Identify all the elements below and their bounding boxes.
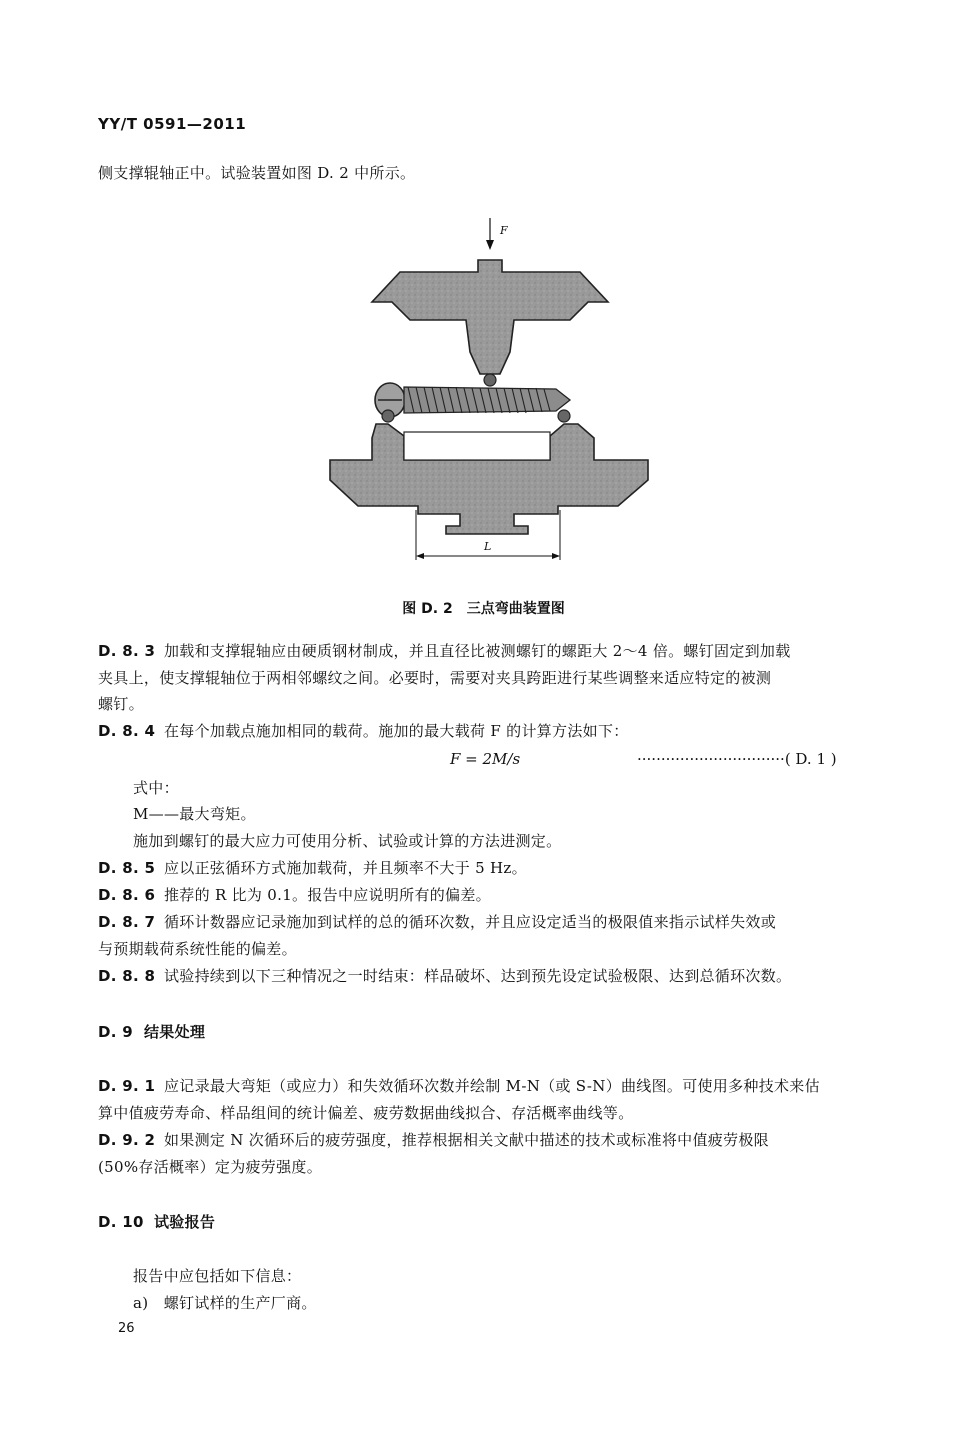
page-number: 26 xyxy=(118,1321,135,1336)
intro-line: 侧支撑辊轴正中。试验装置如图 D. 2 中所示。 xyxy=(98,164,416,182)
force-label: F xyxy=(500,224,508,237)
clause-d86: D. 8. 6 推荐的 R 比为 0.1。报告中应说明所有的偏差。 xyxy=(98,886,491,904)
loading-roller xyxy=(484,374,496,386)
formula-d1: F = 2M/s xyxy=(450,750,521,768)
clause-d87-line2: 与预期载荷系统性能的偏差。 xyxy=(98,940,297,958)
standard-code: YY/T 0591—2011 xyxy=(98,115,247,133)
clause-d92-line2: (50%存活概率）定为疲劳强度。 xyxy=(98,1158,322,1176)
formula-reference: ·······························( D. 1 ) xyxy=(637,750,837,768)
span-label: L xyxy=(484,540,492,553)
clause-d88: D. 8. 8 试验持续到以下三种情况之一时结束：样品破坏、达到预先设定试验极限、达到总循环次数。 xyxy=(98,967,792,985)
clause-d83-line3: 螺钉。 xyxy=(98,695,144,713)
section-d10-heading: D. 10 试验报告 xyxy=(98,1213,216,1231)
stress-note: 施加到螺钉的最大应力可使用分析、试验或计算的方法进测定。 xyxy=(133,832,562,850)
where-label: 式中： xyxy=(133,779,179,797)
report-intro: 报告中应包括如下信息： xyxy=(133,1267,302,1285)
upper-loading-fixture xyxy=(372,260,608,374)
clause-d83-line1: D. 8. 3 加载和支撑辊轴应由硬质钢材制成，并且直径比被测螺钉的螺距大 2～4 倍。螺钉固定到加载 xyxy=(98,642,791,660)
clause-d91-line2: 算中值疲劳寿命、样品组间的统计偏差、疲劳数据曲线拟合、存活概率曲线等。 xyxy=(98,1104,634,1122)
clause-d83-line2: 夹具上，使支撑辊轴位于两相邻螺纹之间。必要时，需要对夹具跨距进行某些调整来适应特定的被测 xyxy=(98,669,772,687)
clause-d92-line1: D. 9. 2 如果测定 N 次循环后的疲劳强度，推荐根据相关文献中描述的技术或标准将中值疲劳极限 xyxy=(98,1131,769,1149)
three-point-bending-figure xyxy=(318,210,663,570)
report-item-a: a) 螺钉试样的生产厂商。 xyxy=(133,1294,317,1312)
m-definition: M——最大弯矩。 xyxy=(133,805,256,823)
clause-d84: D. 8. 4 在每个加载点施加相同的载荷。施加的最大载荷 F 的计算方法如下： xyxy=(98,722,629,740)
bone-screw xyxy=(375,383,570,417)
clause-d87-line1: D. 8. 7 循环计数器应记录施加到试样的总的循环次数，并且应设定适当的极限值来指示试样失效或 xyxy=(98,913,777,931)
clause-d85: D. 8. 5 应以正弦循环方式施加载荷，并且频率不大于 5 Hz。 xyxy=(98,859,527,877)
right-support-roller xyxy=(558,410,570,422)
left-support-roller xyxy=(382,410,394,422)
figure-caption: 图 D. 2 三点弯曲装置图 xyxy=(402,601,565,617)
clause-d91-line1: D. 9. 1 应记录最大弯矩（或应力）和失效循环次数并绘制 M-N（或 S-N）曲线图。可使用多种技术来估 xyxy=(98,1077,820,1095)
section-d9-heading: D. 9 结果处理 xyxy=(98,1023,206,1041)
